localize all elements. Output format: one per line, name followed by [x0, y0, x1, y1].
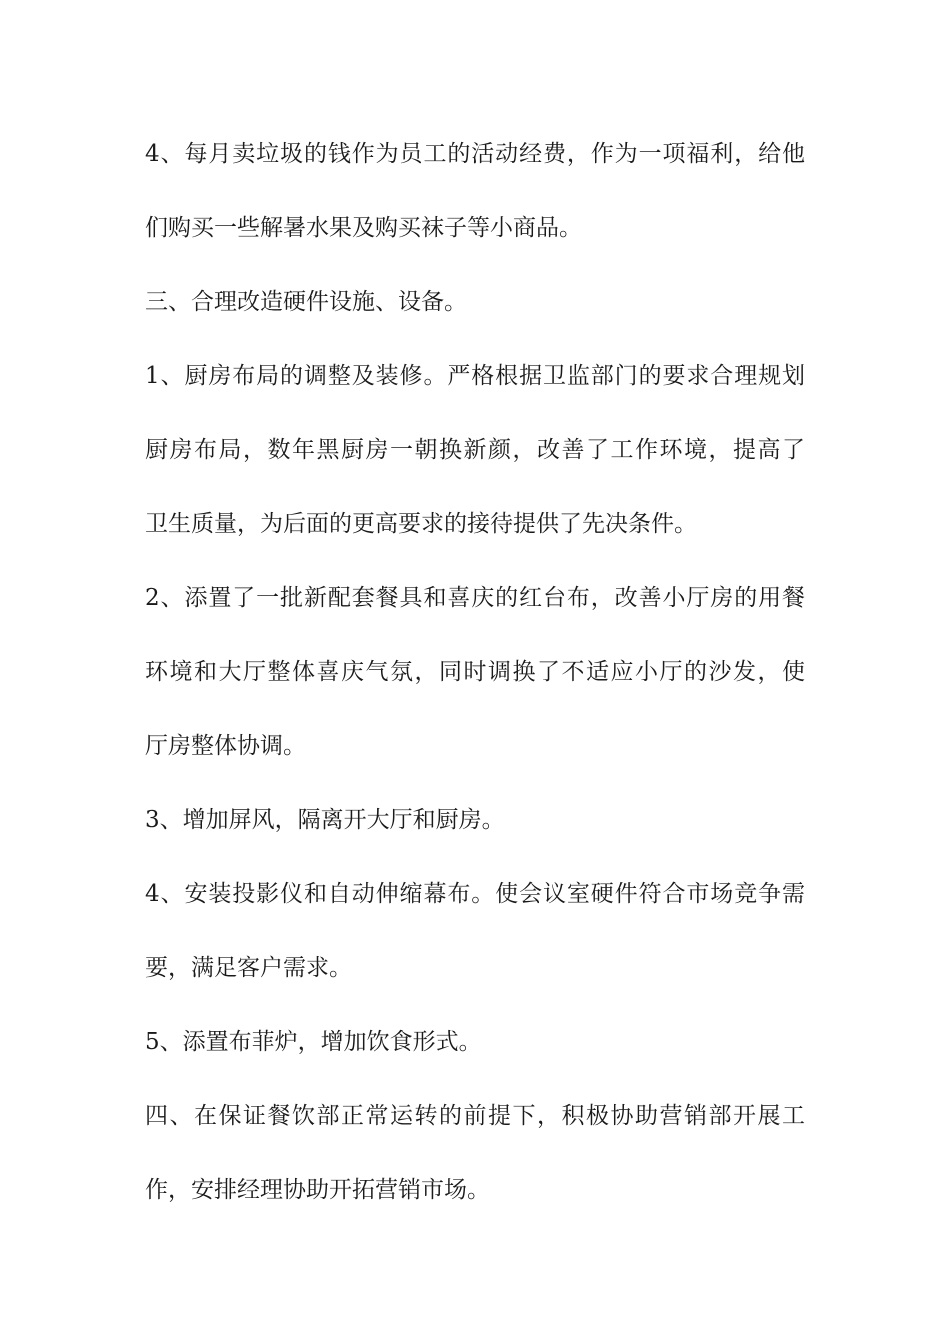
text-line: 厅房整体协调。: [145, 733, 306, 759]
text-line: 4、安装投影仪和自动伸缩幕布。使会议室硬件符合市场竞争需: [145, 881, 805, 907]
text-line: 们购买一些解暑水果及购买袜子等小商品。: [145, 215, 582, 241]
text-line: 卫生质量，为后面的更高要求的接待提供了先决条件。: [145, 511, 697, 537]
text-line: 2、添置了一批新配套餐具和喜庆的红台布，改善小厅房的用餐: [145, 585, 805, 611]
text-line: 4、每月卖垃圾的钱作为员工的活动经费，作为一项福利，给他: [145, 141, 805, 167]
text-line: 3、增加屏风，隔离开大厅和厨房。: [145, 807, 505, 833]
text-line: 5、添置布菲炉，增加饮食形式。: [145, 1029, 482, 1055]
text-line: 厨房布局，数年黑厨房一朝换新颜，改善了工作环境，提高了: [145, 437, 805, 463]
section-heading: 三、合理改造硬件设施、设备。: [145, 289, 467, 315]
text-line: 环境和大厅整体喜庆气氛，同时调换了不适应小厅的沙发，使: [145, 659, 805, 685]
text-line: 要，满足客户需求。: [145, 955, 352, 981]
text-line: 作，安排经理协助开拓营销市场。: [145, 1177, 490, 1203]
section-heading: 四、在保证餐饮部正常运转的前提下，积极协助营销部开展工: [145, 1103, 805, 1129]
text-line: 1、厨房布局的调整及装修。严格根据卫监部门的要求合理规划: [145, 363, 805, 389]
